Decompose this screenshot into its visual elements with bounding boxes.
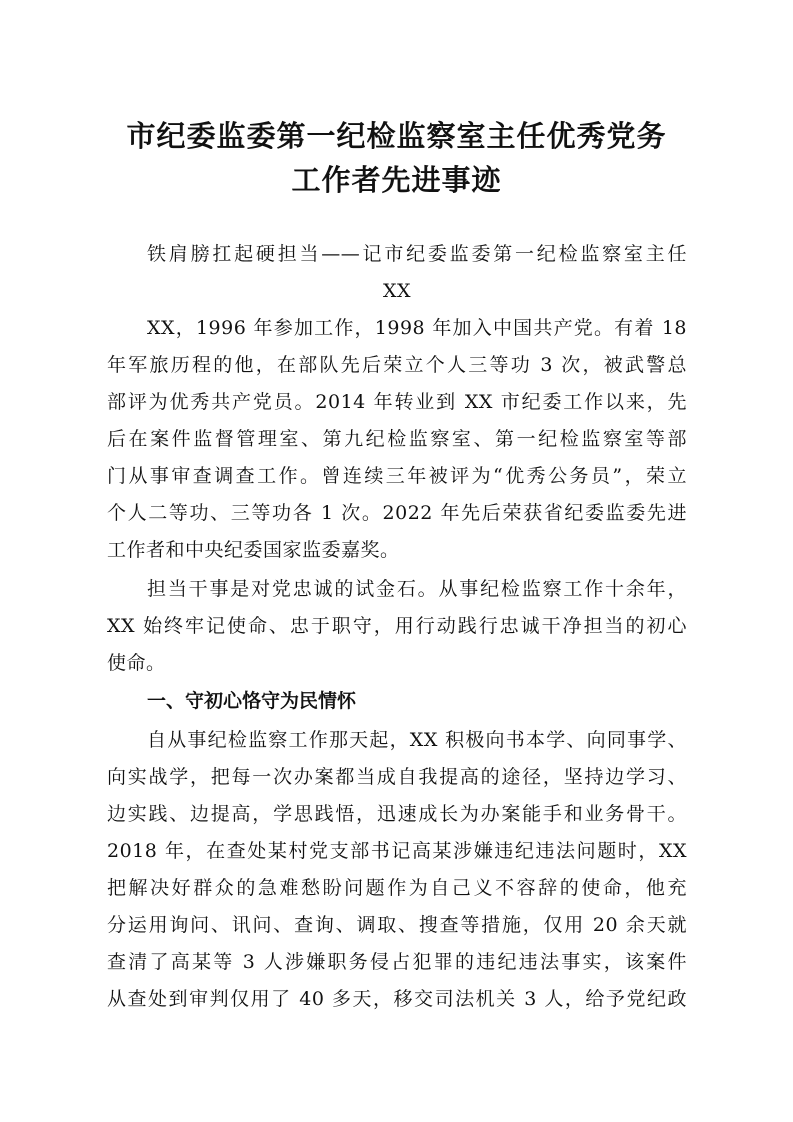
paragraph-1-line-4: 后在案件监督管理室、第九纪检监察室、第一纪检监察室等部: [107, 428, 687, 450]
subtitle-line-2: XX: [382, 280, 412, 302]
paragraph-1-line-5: 门从事审查调查工作。曾连续三年被评为“优秀公务员”，荣立: [107, 465, 687, 487]
paragraph-3-line-7: 查清了高某等 3 人涉嫌职务侵占犯罪的违纪违法事实，该案件: [107, 951, 687, 973]
paragraph-3-line-1: 自从事纪检监察工作那天起，XX 积极向书本学、向同事学、: [147, 729, 687, 751]
paragraph-1-line-6: 个人二等功、三等功各 1 次。2022 年先后荣获省纪委监委先进: [107, 502, 687, 524]
paragraph-2-line-3: 使命。: [107, 652, 166, 674]
document-title-line-1: 市纪委监委第一纪检监察室主任优秀党务: [126, 119, 667, 153]
paragraph-1-line-7: 工作者和中央纪委国家监委嘉奖。: [107, 539, 400, 561]
paragraph-2-line-2: XX 始终牢记使命、忠于职守，用行动践行忠诚干净担当的初心: [107, 615, 687, 637]
document-title-line-2: 工作者先进事迹: [291, 163, 502, 197]
paragraph-3-line-3: 边实践、边提高，学思践悟，迅速成长为办案能手和业务骨干。: [107, 803, 687, 825]
paragraph-3-line-2: 向实战学，把每一次办案都当成自我提高的途径，坚持边学习、: [107, 766, 687, 788]
paragraph-1-line-2: 年军旅历程的他，在部队先后荣立个人三等功 3 次，被武警总: [107, 354, 687, 376]
paragraph-3-line-6: 分运用询问、讯问、查询、调取、搜查等措施，仅用 20 余天就: [107, 914, 687, 936]
paragraph-2-line-1: 担当干事是对党忠诚的试金石。从事纪检监察工作十余年，: [147, 578, 687, 600]
paragraph-3-line-5: 把解决好群众的急难愁盼问题作为自己义不容辞的使命，他充: [107, 877, 687, 899]
subtitle-line-1: 铁肩膀扛起硬担当——记市纪委监委第一纪检监察室主任: [147, 243, 687, 265]
paragraph-3-line-8: 从查处到审判仅用了 40 多天，移交司法机关 3 人，给予党纪政: [107, 988, 687, 1010]
paragraph-1-line-3: 部评为优秀共产党员。2014 年转业到 XX 市纪委工作以来，先: [107, 391, 687, 413]
paragraph-1-line-1: XX，1996 年参加工作，1998 年加入中国共产党。有着 18: [147, 317, 687, 339]
paragraph-3-line-4: 2018 年，在查处某村党支部书记高某涉嫌违纪违法问题时，XX: [107, 840, 687, 862]
section-1-heading: 一、守初心恪守为民情怀: [147, 690, 357, 712]
